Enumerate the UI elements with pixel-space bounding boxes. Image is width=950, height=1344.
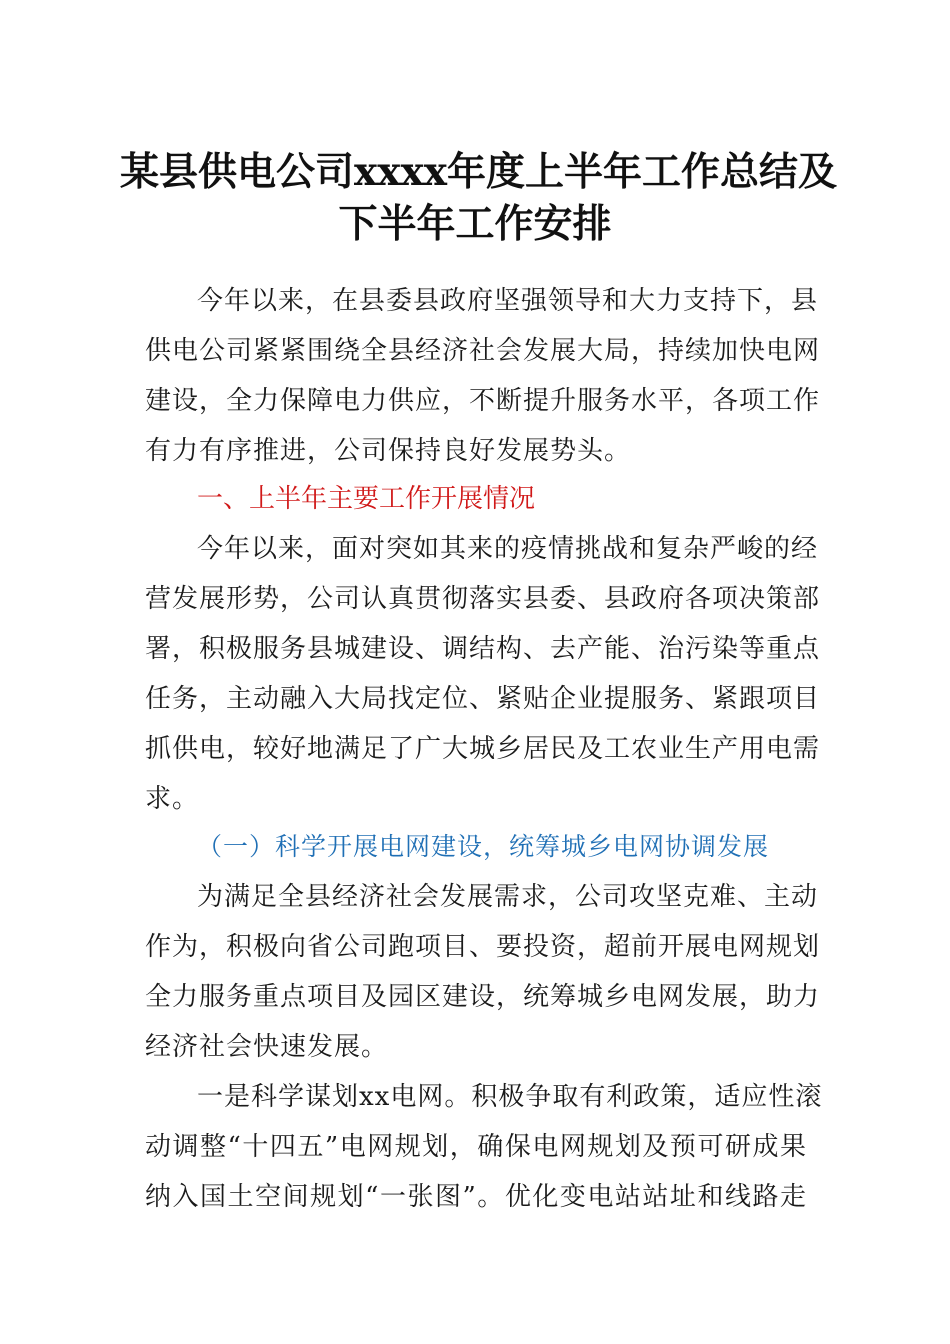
- paragraph-line: 建设，全力保障电力供应，不断提升服务水平，各项工作: [145, 386, 821, 416]
- paragraph-line: 一是科学谋划xx电网。积极争取有利政策，适应性滚: [197, 1082, 823, 1112]
- paragraph-line: 营发展形势，公司认真贯彻落实县委、县政府各项决策部: [145, 584, 821, 614]
- paragraph-line: 署，积极服务县城建设、调结构、去产能、治污染等重点: [145, 634, 821, 664]
- paragraph-line: 任务，主动融入大局找定位、紧贴企业提服务、紧跟项目: [145, 684, 821, 714]
- intro-paragraph: [145, 276, 821, 476]
- subsection-1-paragraph: [145, 872, 821, 1072]
- paragraph-line: 全力服务重点项目及园区建设，统筹城乡电网发展，助力: [145, 982, 821, 1012]
- paragraph-line: 有力有序推进，公司保持良好发展势头。: [145, 436, 632, 466]
- paragraph-line: 作为，积极向省公司跑项目、要投资，超前开展电网规划: [145, 932, 821, 962]
- section-heading-1: 一、上半年主要工作开展情况: [197, 484, 536, 514]
- paragraph-line: 动调整“十四五”电网规划，确保电网规划及预可研成果: [145, 1132, 807, 1162]
- document-title-line-2: 下半年工作安排: [338, 201, 612, 247]
- paragraph-line: 抓供电，较好地满足了广大城乡居民及工农业生产用电需: [145, 734, 821, 764]
- paragraph-line: 纳入国土空间规划“一张图”。优化变电站站址和线路走: [145, 1182, 807, 1212]
- document-title-line-1: 某县供电公司xxxx年度上半年工作总结及: [120, 149, 838, 195]
- paragraph-line: 今年以来，面对突如其来的疫情挑战和复杂严峻的经: [197, 534, 819, 564]
- paragraph-line: 为满足全县经济社会发展需求，公司攻坚克难、主动: [197, 882, 819, 912]
- subsection-heading-1: （一）科学开展电网建设，统筹城乡电网协调发展: [197, 832, 770, 861]
- paragraph-line: 供电公司紧紧围绕全县经济社会发展大局，持续加快电网: [145, 336, 821, 366]
- section-1-paragraph: [145, 524, 821, 824]
- point-1-paragraph: [145, 1072, 823, 1222]
- paragraph-line: 求。: [145, 784, 200, 814]
- paragraph-line: 今年以来，在县委县政府坚强领导和大力支持下，县: [197, 286, 819, 316]
- paragraph-line: 经济社会快速发展。: [145, 1032, 389, 1062]
